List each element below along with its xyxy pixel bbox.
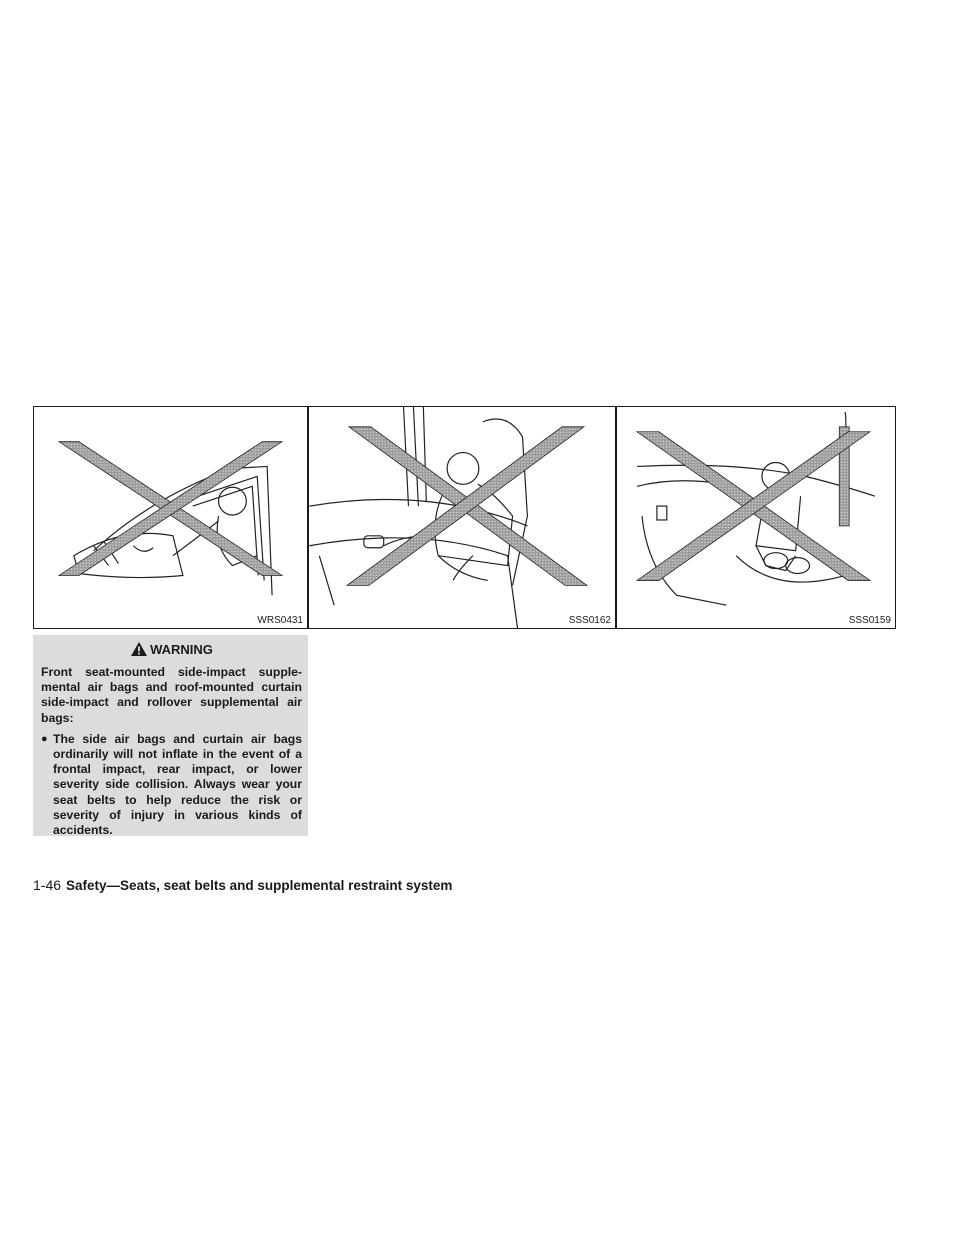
warning-intro: Front seat-mounted side-impact supple-mental air bags and roof-mounted curtain side-impact and rollover supplemental air bags: (41, 665, 302, 725)
illustration-standing-occupant (617, 407, 895, 628)
figure-code: SSS0162 (568, 615, 611, 626)
section-title: Safety—Seats, seat belts and supplemental restraint system (66, 878, 453, 893)
figure-standing-on-seat (616, 406, 896, 629)
figure-code: WRS0431 (257, 615, 303, 626)
figure-head-against-door (308, 406, 616, 629)
warning-bullet-text: The side air bags and curtain air bags ordinarily will not inflate in the event of a frontal impact, rear impact, or lower severity side collision. Always wear your seat belts to help reduce the risk or severity of injury in various kinds of accidents. (53, 731, 302, 838)
bullet-mark: ● (41, 732, 48, 745)
figure-code: SSS0159 (848, 615, 891, 626)
illustration-door-occupant (309, 407, 615, 628)
warning-heading (41, 641, 302, 657)
figure-leaning-on-door (33, 406, 308, 629)
warning-title: WARNING (150, 641, 213, 657)
warning-bullet (41, 732, 302, 838)
warning-triangle-icon (130, 641, 148, 657)
page-footer (33, 877, 452, 893)
warning-box (33, 635, 308, 836)
page-number: 1-46 (33, 877, 62, 893)
illustration-leaning-occupant (34, 407, 307, 628)
